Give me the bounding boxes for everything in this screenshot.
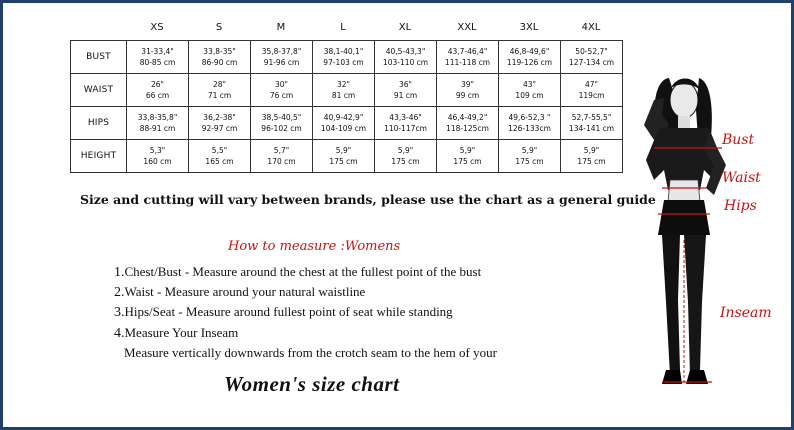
cm-value: 104-109 cm — [320, 124, 367, 133]
size-chart-row — [71, 74, 623, 107]
step-item — [114, 302, 497, 322]
size-guide-note: Size and cutting will vary between brands, please use the chart as a general guide — [80, 192, 656, 207]
size-chart-row — [71, 41, 623, 74]
size-chart-cell — [127, 74, 189, 107]
size-chart-cell — [499, 140, 561, 173]
size-chart-cell — [127, 41, 189, 74]
size-chart-cell — [437, 41, 499, 74]
measurement-label: WAIST — [71, 74, 127, 107]
step-text: Waist - Measure around your natural waistline — [124, 284, 366, 300]
size-header-cell: XS — [150, 22, 164, 33]
cm-value: 175 cm — [329, 157, 358, 166]
step-item — [114, 282, 497, 302]
inch-value: 28" — [213, 80, 226, 89]
waist-label: Waist — [722, 170, 761, 186]
measurement-label: HEIGHT — [71, 140, 127, 173]
size-header-cell: S — [215, 22, 223, 33]
size-chart-table — [70, 40, 623, 173]
measurement-label: BUST — [71, 41, 127, 74]
cm-value: 80-85 cm — [139, 58, 176, 67]
cm-value: 96-102 cm — [261, 124, 302, 133]
step-number: 3. — [114, 305, 125, 321]
step-item — [114, 323, 497, 343]
size-chart-cell — [313, 74, 375, 107]
cm-value: 109 cm — [515, 91, 544, 100]
inch-value: 32" — [337, 80, 350, 89]
cm-value: 91 cm — [393, 91, 418, 100]
size-chart-cell — [313, 41, 375, 74]
inch-value: 36,2-38" — [203, 113, 236, 122]
hips-label: Hips — [724, 198, 757, 214]
cm-value: 127-134 cm — [568, 58, 615, 67]
cm-value: 71 cm — [207, 91, 232, 100]
size-chart-row — [71, 140, 623, 173]
inch-value: 46,4-49,2" — [447, 113, 488, 122]
step-number: 1. — [114, 265, 125, 280]
size-header-cell: XL — [398, 22, 412, 33]
measurement-steps — [114, 262, 497, 362]
size-chart-cell — [375, 74, 437, 107]
inch-value: 52,7-55,5" — [571, 113, 612, 122]
size-header-cell: XXL — [457, 22, 477, 33]
step-detail: Measure vertically downwards from the crotch seam to the hem of your — [124, 344, 497, 360]
size-chart-cell — [251, 140, 313, 173]
step-text: Measure Your Inseam — [124, 324, 239, 340]
model-silhouette — [614, 70, 794, 400]
cm-value: 76 cm — [269, 91, 294, 100]
inch-value: 43" — [523, 80, 536, 89]
size-chart-cell — [127, 107, 189, 140]
cm-value: 160 cm — [143, 157, 172, 166]
size-chart-cell — [313, 140, 375, 173]
size-chart-row — [71, 107, 623, 140]
inch-value: 33,8-35,8" — [137, 113, 178, 122]
size-chart-cell — [127, 140, 189, 173]
cm-value: 175 cm — [515, 157, 544, 166]
size-chart-cell — [437, 140, 499, 173]
size-header-cell: 4XL — [581, 22, 601, 33]
inch-value: 33,8-35" — [203, 47, 236, 56]
inch-value: 5,3" — [149, 146, 166, 155]
inch-value: 39" — [461, 80, 474, 89]
inch-value: 36" — [399, 80, 412, 89]
cm-value: 99 cm — [455, 91, 480, 100]
size-chart-cell — [499, 107, 561, 140]
cm-value: 110-117cm — [384, 124, 427, 133]
inch-value: 5,5" — [211, 146, 228, 155]
size-chart-cell — [437, 74, 499, 107]
measurement-label: HIPS — [71, 107, 127, 140]
inch-value: 40,5-43,3" — [385, 47, 426, 56]
inch-value: 47" — [585, 80, 598, 89]
cm-value: 126-133cm — [508, 124, 551, 133]
size-chart-cell — [251, 74, 313, 107]
inch-value: 40,9-42,9" — [323, 113, 364, 122]
cm-value: 175 cm — [453, 157, 482, 166]
cm-value: 170 cm — [267, 157, 296, 166]
size-header-cell: L — [340, 22, 346, 33]
inch-value: 5,7" — [273, 146, 290, 155]
size-chart-cell — [189, 140, 251, 173]
inch-value: 35,8-37,8" — [261, 47, 302, 56]
size-chart-cell — [375, 140, 437, 173]
cm-value: 119cm — [578, 91, 605, 100]
size-chart-cell — [189, 74, 251, 107]
cm-value: 81 cm — [331, 91, 356, 100]
cm-value: 88-91 cm — [139, 124, 176, 133]
cm-value: 86-90 cm — [201, 58, 238, 67]
cm-value: 175 cm — [577, 157, 606, 166]
inch-value: 30" — [275, 80, 288, 89]
cm-value: 103-110 cm — [382, 58, 429, 67]
inch-value: 5,9" — [397, 146, 414, 155]
size-chart-cell — [375, 107, 437, 140]
size-chart-cell — [313, 107, 375, 140]
size-header-row — [126, 22, 622, 33]
inch-value: 26" — [151, 80, 164, 89]
cm-value: 97-103 cm — [323, 58, 364, 67]
cm-value: 175 cm — [391, 157, 420, 166]
size-chart-cell — [251, 107, 313, 140]
size-header-cell: M — [276, 22, 286, 33]
inseam-label: Inseam — [720, 305, 772, 321]
step-item — [114, 262, 497, 282]
inch-value: 43,3-46" — [389, 113, 422, 122]
inch-value: 5,9" — [459, 146, 476, 155]
inch-value: 50-52,7" — [575, 47, 608, 56]
cm-value: 118-125cm — [446, 124, 489, 133]
inch-value: 5,9" — [335, 146, 352, 155]
inch-value: 5,9" — [583, 146, 600, 155]
inch-value: 38,1-40,1" — [323, 47, 364, 56]
step-text: Chest/Bust - Measure around the chest at the fullest point of the bust — [124, 264, 482, 279]
cm-value: 111-118 cm — [444, 58, 491, 67]
inch-value: 49,6-52,3 " — [508, 113, 551, 122]
inch-value: 38,5-40,5" — [261, 113, 302, 122]
size-chart-title: Women's size chart — [224, 372, 400, 396]
cm-value: 134-141 cm — [568, 124, 615, 133]
cm-value: 119-126 cm — [506, 58, 553, 67]
step-number: 4. — [114, 325, 125, 341]
model-figure-illustration — [614, 70, 794, 400]
step-text: Hips/Seat - Measure around fullest point of seat while standing — [124, 304, 453, 320]
size-chart-cell — [499, 74, 561, 107]
size-chart-cell — [499, 41, 561, 74]
cm-value: 66 cm — [145, 91, 170, 100]
size-chart-cell — [189, 41, 251, 74]
cm-value: 92-97 cm — [201, 124, 238, 133]
bust-label: Bust — [722, 132, 755, 148]
inch-value: 43,7-46,4" — [447, 47, 488, 56]
inch-value: 5,9" — [521, 146, 538, 155]
how-to-measure-title: How to measure :Womens — [228, 239, 401, 254]
size-chart-cell — [251, 41, 313, 74]
size-chart-cell — [375, 41, 437, 74]
size-chart-cell — [561, 41, 623, 74]
size-chart-cell — [437, 107, 499, 140]
size-chart-cell — [189, 107, 251, 140]
cm-value: 91-96 cm — [263, 58, 300, 67]
inch-value: 46,8-49,6" — [509, 47, 550, 56]
size-header-cell: 3XL — [519, 22, 539, 33]
step-number: 2. — [114, 285, 125, 301]
cm-value: 165 cm — [205, 157, 234, 166]
inch-value: 31-33,4" — [141, 47, 174, 56]
